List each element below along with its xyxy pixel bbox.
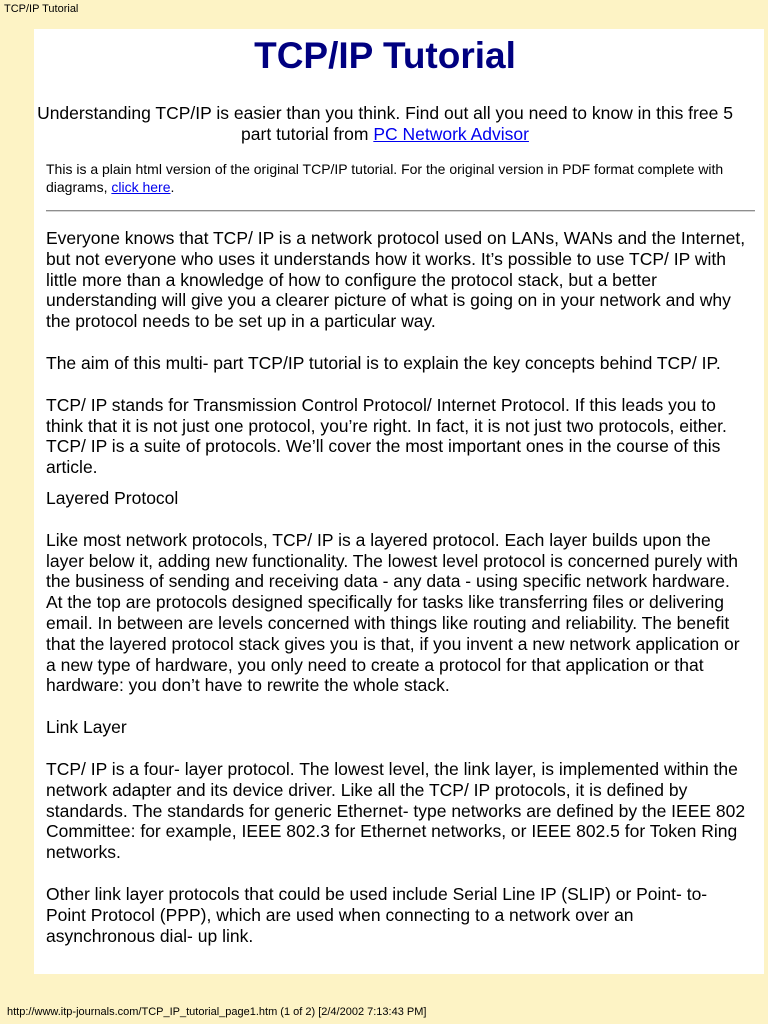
intro-sentence: Understanding TCP/IP is easier than you think. Find out all you need to know in this free 5 part tutorial from <box>37 103 733 144</box>
note-sentence: This is a plain html version of the original TCP/IP tutorial. For the original version in PDF format complete with diagrams, <box>46 161 724 195</box>
paragraph-definition: TCP/ IP stands for Transmission Control Protocol/ Internet Protocol. If this leads you to think that it is not just one protocol, you’re right. In fact, it is not just two protocols, either. TCP/ IP is a suite of protocols. We’ll cover the most important ones in the course of this article. <box>46 394 727 478</box>
click-here-link[interactable]: click here <box>111 179 171 195</box>
heading-layered-protocol: Layered Protocol <box>46 487 179 508</box>
heading-link-layer: Link Layer <box>46 717 127 738</box>
pdf-version-note <box>46 160 736 196</box>
page-title: TCP/IP Tutorial <box>254 35 516 76</box>
paragraph-other-protocols: Other link layer protocols that could be used include Serial Line IP (SLIP) or Point- to- Point Protocol (PPP), which are used when connecting to a network over an asynchronous dial- up link. <box>46 883 708 946</box>
print-footer: http://www.itp-journals.com/TCP_IP_tutorial_page1.htm (1 of 2) [2/4/2002 7:13:43 PM] <box>7 1006 427 1018</box>
paragraph-aim: The aim of this multi- part TCP/IP tutorial is to explain the key concepts behind TCP/ IP. <box>46 352 721 373</box>
pc-network-advisor-link[interactable]: PC Network Advisor <box>373 124 529 144</box>
note-end: . <box>170 179 175 195</box>
horizontal-divider <box>46 210 755 212</box>
print-header: TCP/IP Tutorial <box>4 3 79 15</box>
intro-text <box>34 103 736 145</box>
article-body <box>46 228 746 946</box>
content-panel <box>34 29 764 974</box>
paragraph-intro: Everyone knows that TCP/ IP is a network protocol used on LANs, WANs and the Internet, but not everyone who uses it understands how it works. It’s possible to use TCP/ IP with little more than a knowledge of how to configure the protocol stack, but a better understanding will give you a clearer picture of what is going on in your network and why the protocol needs to be set up in a particular way. <box>46 228 746 332</box>
paragraph-layered: Like most network protocols, TCP/ IP is a layered protocol. Each layer builds upon the layer below it, adding new functionality. The lowest level protocol is concerned purely with the business of sending and receiving data - any data - using specific network hardware. At the top are protocols designed specifically for tasks like transferring files or delivering email. In between are levels concerned with things like routing and reliability. The benefit that the layered protocol stack gives you is that, if you invent a new network application or a new type of hardware, you only need to create a protocol for that application or that hardware: you don’t have to rewrite the whole stack. <box>46 529 740 696</box>
paragraph-link-layer: TCP/ IP is a four- layer protocol. The lowest level, the link layer, is implemented within the network adapter and its device driver. Like all the TCP/ IP protocols, it is defined by standards. The standards for generic Ethernet- type networks are defined by the IEEE 802 Committee: for example, IEEE 802.3 for Ethernet networks, or IEEE 802.5 for Token Ring networks. <box>46 758 746 863</box>
